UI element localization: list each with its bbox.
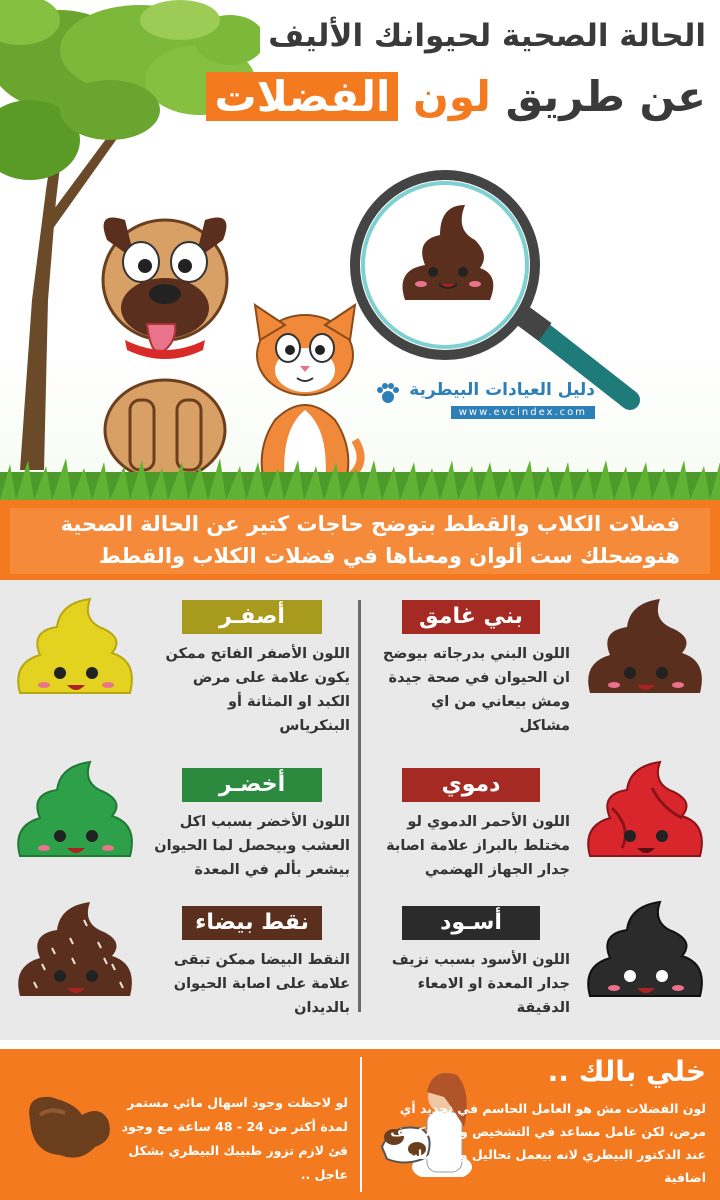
brand-name: دليل العيادات البيطرية bbox=[409, 380, 595, 400]
brand-url[interactable]: www.evcindex.com bbox=[451, 406, 595, 419]
card-label-bloody: دموي bbox=[402, 768, 540, 802]
colors-grid bbox=[0, 580, 720, 1040]
title-part1: عن طريق bbox=[505, 72, 706, 121]
intro-banner bbox=[0, 500, 720, 580]
footer-left-text: لو لاحظت وجود اسهال مائي مستمر لمدة أكتر من 24 - 48 ساعة مع وجود قئ لازم تزور طبيبك البيطري بشكل عاجل .. bbox=[121, 1095, 348, 1182]
brand-logo[interactable] bbox=[376, 380, 601, 422]
poop-yellow-icon bbox=[12, 595, 140, 705]
footer-right-text: لون الفضلات مش هو العامل الحاسم في تحديد أي مرض، لكن عامل مساعد في التشخيص ولازم تكشف عند الدكتور البيطري لانه بيعمل تحاليل وفحوصات اضافية bbox=[390, 1101, 706, 1185]
poop-bloody-icon bbox=[582, 758, 710, 868]
footer-title: خلي بالك .. bbox=[547, 1055, 706, 1088]
poop-black-icon bbox=[582, 898, 710, 1008]
paw-icon bbox=[376, 382, 400, 406]
page-title-line2 bbox=[206, 72, 706, 121]
hero-section bbox=[0, 0, 720, 500]
card-text-black: اللون الأسود بسبب نزيف جدار المعدة او الامعاء الدقيقة bbox=[391, 952, 570, 1016]
poop-green-icon bbox=[12, 758, 140, 868]
grass-strip bbox=[0, 458, 720, 500]
card-text-green: اللون الأخضر بسبب اكل العشب وبيحصل لما الحيوان بيشعر بألم في المعدة bbox=[154, 814, 350, 878]
intro-line1: فضلات الكلاب والقطط بتوضح حاجات كتير عن الحالة الصحية bbox=[60, 512, 680, 536]
card-label-yellow: أصفـر bbox=[182, 600, 322, 634]
poop-white-spots-icon bbox=[12, 898, 140, 1008]
page-title-line1: الحالة الصحية لحيوانك الأليف bbox=[268, 18, 706, 54]
poop-dark-brown-icon bbox=[582, 595, 710, 705]
card-text-yellow: اللون الأصفر الفاتح ممكن يكون علامة على مرض الكبد او المثانة أو البنكرياس bbox=[165, 646, 350, 734]
intro-line2: هنوضحلك ست ألوان ومعناها في فضلات الكلاب والقطط bbox=[98, 544, 680, 568]
brown-stool-icon bbox=[20, 1085, 115, 1165]
intro-text bbox=[30, 508, 680, 572]
dog-illustration bbox=[85, 200, 245, 480]
grid-divider bbox=[358, 600, 361, 1012]
footer-warning bbox=[0, 1045, 720, 1200]
title-part2: لون bbox=[412, 72, 491, 121]
card-label-black: أسـود bbox=[402, 906, 540, 940]
card-text-white-spots: النقط البيضا ممكن تبقى علامة على اصابة الحيوان بالديدان bbox=[173, 952, 350, 1016]
card-label-white-spots: نقط بيضاء bbox=[182, 906, 322, 940]
title-highlight: الفضلات bbox=[206, 72, 398, 121]
card-text-bloody: اللون الأحمر الدموي لو مختلط بالبراز علامة اصابة جدار الجهاز الهضمي bbox=[386, 814, 570, 878]
footer-top-line bbox=[0, 1045, 720, 1049]
card-label-green: أخضـر bbox=[182, 768, 322, 802]
card-label-dark-brown: بني غامق bbox=[402, 600, 540, 634]
card-text-dark-brown: اللون البني بدرجاته بيوضح ان الحيوان في صحة جيدة ومش بيعاني من اي مشاكل bbox=[382, 646, 570, 734]
footer-divider bbox=[360, 1057, 362, 1192]
